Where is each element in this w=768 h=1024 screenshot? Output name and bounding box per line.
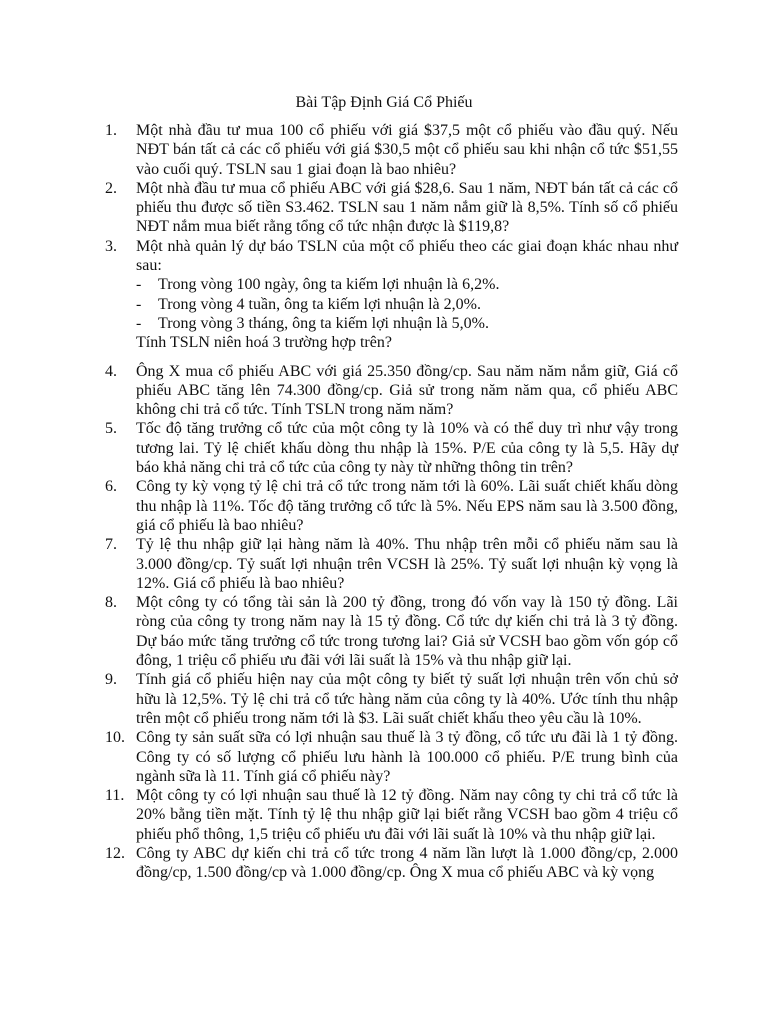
question-closing-text: Tính TSLN niên hoá 3 trường hợp trên? xyxy=(136,334,392,352)
question-number: 4. xyxy=(105,362,117,380)
sublist-item xyxy=(136,275,678,294)
question-number: 1. xyxy=(105,122,117,139)
question-item xyxy=(105,670,678,728)
question-text: Công ty sản suất sữa có lợi nhuận sau thuế là 3 tỷ đồng, cổ tức ưu đãi là 1 tỷ đồng. Công ty có số lượng cổ phiếu lưu hành là 100.000 cổ phiếu. P/E trung bình của ngành sữa là 11. Tính giá cổ phiếu này? xyxy=(136,729,678,785)
question-number: 3. xyxy=(105,237,117,255)
question-item xyxy=(105,179,678,237)
question-text: Ông X mua cổ phiếu ABC với giá 25.350 đồng/cp. Sau năm năm nắm giữ, Giá cổ phiếu ABC tăng lên 74.300 đồng/cp. Giả sử trong năm năm qua, cổ phiếu ABC không chi trả cổ tức. Tính TSLN trong năm năm? xyxy=(136,362,678,419)
question-item xyxy=(105,237,678,353)
question-text: Một nhà quản lý dự báo TSLN của một cổ phiếu theo các giai đoạn khác nhau như sau: xyxy=(136,237,678,275)
question-item xyxy=(105,121,678,179)
dash-bullet: - xyxy=(136,314,142,332)
sublist-item-text: Trong vòng 3 tháng, ông ta kiếm lợi nhuận là 5,0%. xyxy=(158,314,489,332)
sublist-item xyxy=(136,314,678,333)
question-text: Một nhà đầu tư mua 100 cổ phiếu với giá $37,5 một cổ phiếu vào đầu quý. Nếu NĐT bán tất cả các cổ phiếu với giá $30,5 một cổ phiếu sau khi nhận cổ tức $51,55 vào cuối quý. TSLN sau 1 giai đoạn là bao nhiêu? xyxy=(136,122,678,178)
question-sublist xyxy=(136,275,678,333)
question-number: 9. xyxy=(105,671,117,689)
question-text: Một công ty có tổng tài sản là 200 tỷ đồng, trong đó vốn vay là 150 tỷ đồng. Lãi ròng của công ty trong năm nay là 15 tỷ đồng. Cổ tức dự kiến chi trả là 3 tỷ đồng. Dự báo mức tăng trưởng cổ tức trong tương lai? Giả sử VCSH bao gồm vốn góp cổ đông, 1 triệu cổ phiếu ưu đãi với lãi suất là 15% và thu nhập giữ lại. xyxy=(136,594,678,670)
question-item xyxy=(105,728,678,786)
sublist-item-text: Trong vòng 4 tuần, ông ta kiếm lợi nhuận là 2,0%. xyxy=(158,295,481,313)
question-item xyxy=(105,844,678,883)
question-text: Công ty ABC dự kiến chi trả cổ tức trong 4 năm lần lượt là 1.000 đồng/cp, 2.000 đồng/cp, 1.500 đồng/cp và 1.000 đồng/cp. Ông X mua cổ phiếu ABC và kỳ vọng xyxy=(136,844,678,882)
question-text: Một công ty có lợi nhuận sau thuế là 12 tỷ đồng. Năm nay công ty chi trả cổ tức là 20% bằng tiền mặt. Tính tỷ lệ thu nhập giữ lại biết rằng VCSH bao gồm 4 triệu cổ phiếu phổ thông, 1,5 triệu cổ phiếu ưu đãi với lãi suất là 10% và thu nhập giữ lại. xyxy=(136,787,678,843)
document-title: Bài Tập Định Giá Cổ Phiếu xyxy=(295,94,473,111)
question-number: 5. xyxy=(105,420,117,438)
dash-bullet: - xyxy=(136,276,142,294)
question-item xyxy=(105,593,678,670)
question-item xyxy=(105,419,678,477)
question-text: Tốc độ tăng trưởng cổ tức của một công ty là 10% và có thể duy trì như vậy trong tương lai. Tỷ lệ chiết khấu dòng thu nhập là 15%. P/E của công ty là 5,5. Hãy dự báo khả năng chi trả cổ tức của công ty này từ những thông tin trên? xyxy=(136,420,678,477)
question-number: 2. xyxy=(105,179,117,197)
dash-bullet: - xyxy=(136,295,142,313)
question-text: Tính giá cổ phiếu hiện nay của một công ty biết tỷ suất lợi nhuận trên vốn chủ sở hữu là 12,5%. Tỷ lệ chi trả cổ tức hàng năm của công ty là 40%. Ước tính thu nhập trên một cổ phiếu trong năm tới là $3. Lãi suất chiết khấu theo yêu cầu là 10%. xyxy=(136,671,678,727)
question-text: Công ty kỳ vọng tỷ lệ chi trả cổ tức trong năm tới là 60%. Lãi suất chiết khấu dòng thu nhập là 11%. Tốc độ tăng trưởng cổ tức là 5%. Nếu EPS năm sau là 3.500 đồng, giá cổ phiếu là bao nhiêu? xyxy=(136,478,678,534)
question-item xyxy=(105,477,678,535)
sublist-item xyxy=(136,295,678,314)
sublist-item-text: Trong vòng 100 ngày, ông ta kiếm lợi nhuận là 6,2%. xyxy=(158,276,500,294)
question-list xyxy=(105,121,678,883)
question-text: Tỷ lệ thu nhập giữ lại hàng năm là 40%. Thu nhập trên mỗi cổ phiếu năm sau là 3.000 đồng/cp. Tỷ suất lợi nhuận trên VCSH là 25%. Tỷ suất lợi nhuận kỳ vọng là 12%. Giá cổ phiếu là bao nhiêu? xyxy=(136,536,678,592)
question-number: 8. xyxy=(105,594,117,612)
question-number: 7. xyxy=(105,536,117,554)
question-item xyxy=(105,535,678,593)
question-number: 10. xyxy=(105,729,125,747)
question-text: Một nhà đầu tư mua cổ phiếu ABC với giá $28,6. Sau 1 năm, NĐT bán tất cả các cổ phiếu thu được số tiền S3.462. TSLN sau 1 năm nắm giữ là 8,5%. Tính số cổ phiếu NĐT nắm mua biết rằng tổng cổ tức nhận được là $119,8? xyxy=(136,179,678,236)
question-number: 12. xyxy=(105,844,125,862)
question-item xyxy=(105,362,678,420)
question-item xyxy=(105,786,678,844)
question-number: 6. xyxy=(105,478,117,496)
question-number: 11. xyxy=(105,787,125,805)
